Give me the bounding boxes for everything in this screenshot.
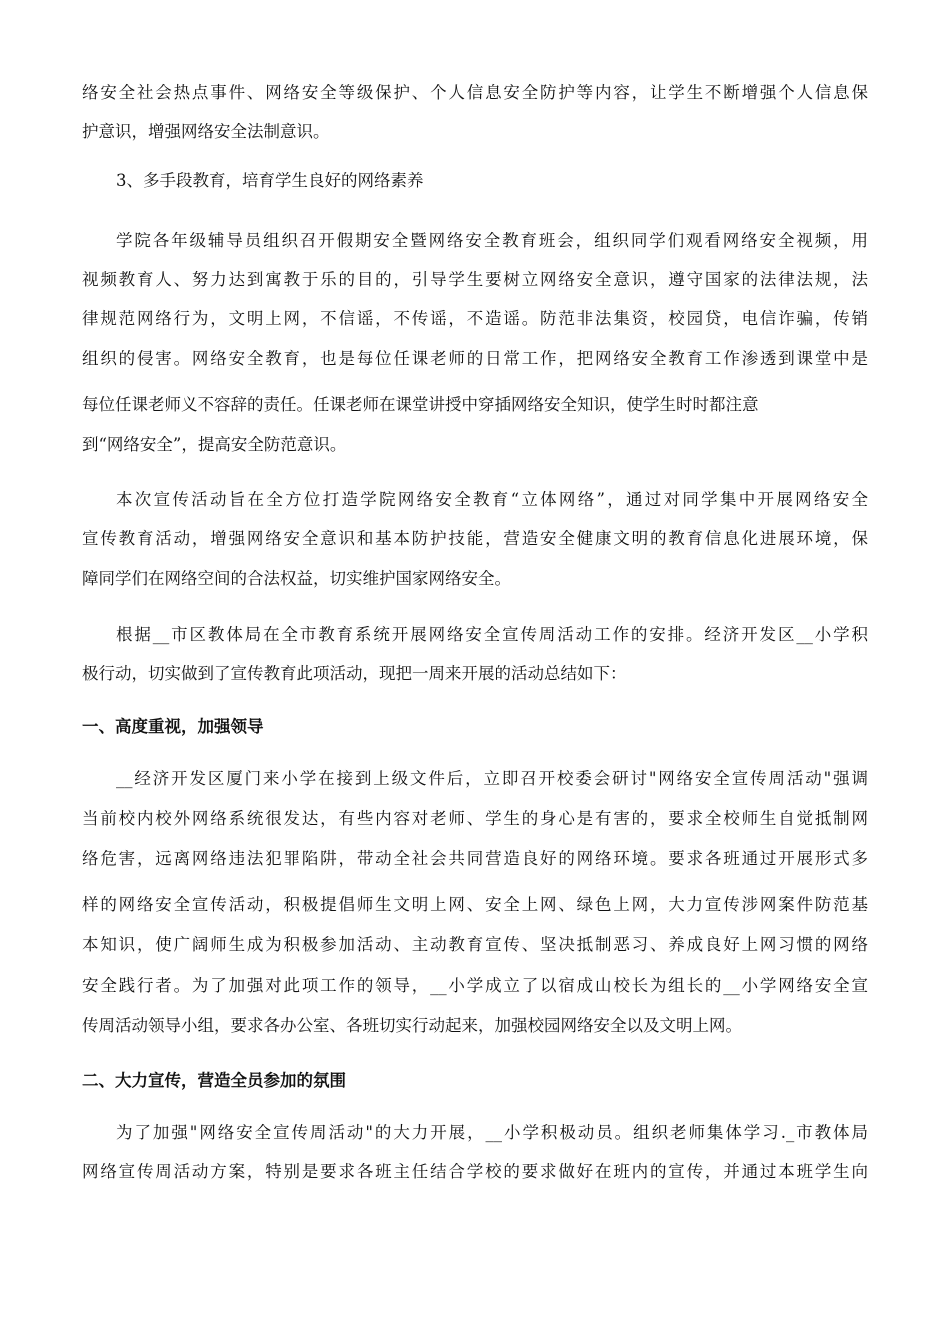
text-line: 根据__市区教体局在全市教育系统开展网络安全宣传周活动工作的安排。经济开发区__小学积 [116, 625, 868, 644]
text-line: 络安全社会热点事件、网络安全等级保护、个人信息安全防护等内容，让学生不断增强个人信息保 [82, 83, 868, 102]
text-line: __经济开发区厦门来小学在接到上级文件后，立即召开校委会研讨"网络安全宣传周活动"强调 [116, 769, 868, 788]
text-line: 为了加强"网络安全宣传周活动"的大力开展，__小学积极动员。组织老师集体学习._市教体局 [116, 1123, 868, 1142]
text-line: 障同学们在网络空间的合法权益，切实维护国家网络安全。 [82, 569, 511, 588]
section-heading: 一、高度重视，加强领导 [82, 717, 264, 736]
text-line: 本知识，使广阔师生成为积极参加活动、主动教育宣传、坚决抵制恶习、养成良好上网习惯的网络 [82, 935, 868, 954]
text-line: 样的网络安全宣传活动，积极提倡师生文明上网、安全上网、绿色上网，大力宣传涉网案件防范基 [82, 895, 868, 914]
text-line: 护意识，增强网络安全法制意识。 [82, 122, 330, 141]
text-line: 学院各年级辅导员组织召开假期安全暨网络安全教育班会，组织同学们观看网络安全视频，用 [116, 231, 868, 250]
text-line: 每位任课老师义不容辞的责任。任课老师在课堂讲授中穿插网络安全知识，使学生时时都注意 [82, 395, 759, 414]
text-line: 安全践行者。为了加强对此项工作的领导，__小学成立了以宿成山校长为组长的__小学网络安全宣 [82, 976, 868, 995]
text-line: 极行动，切实做到了宣传教育此项活动，现把一周来开展的活动总结如下： [82, 664, 627, 683]
section-heading: 二、大力宣传，营造全员参加的氛围 [82, 1071, 346, 1090]
text-line: 传周活动领导小组，要求各办公室、各班切实行动起来，加强校园网络安全以及文明上网。 [82, 1016, 742, 1035]
text-line: 络危害，远离网络违法犯罪陷阱，带动全社会共同营造良好的网络环境。要求各班通过开展形式多 [82, 849, 868, 868]
text-line: 到“网络安全”，提高安全防范意识。 [82, 435, 347, 454]
text-line: 律规范网络行为，文明上网，不信谣，不传谣，不造谣。防范非法集资，校园贷，电信诈骗，传销 [82, 309, 868, 328]
text-line: 当前校内校外网络系统很发达，有些内容对老师、学生的身心是有害的，要求全校师生自觉抵制网 [82, 809, 868, 828]
section-subheading: 3、多手段教育，培育学生良好的网络素养 [116, 171, 424, 190]
text-line: 宣传教育活动，增强网络安全意识和基本防护技能，营造安全健康文明的教育信息化进展环境，保 [82, 529, 868, 548]
text-line: 组织的侵害。网络安全教育，也是每位任课老师的日常工作，把网络安全教育工作渗透到课堂中是 [82, 349, 868, 368]
text-line: 本次宣传活动旨在全方位打造学院网络安全教育“立体网络”，通过对同学集中开展网络安全 [116, 490, 868, 509]
text-line: 网络宣传周活动方案，特别是要求各班主任结合学校的要求做好在班内的宣传，并通过本班学生向 [82, 1162, 868, 1181]
text-line: 视频教育人、努力达到寓教于乐的目的，引导学生要树立网络安全意识，遵守国家的法律法规，法 [82, 270, 868, 289]
